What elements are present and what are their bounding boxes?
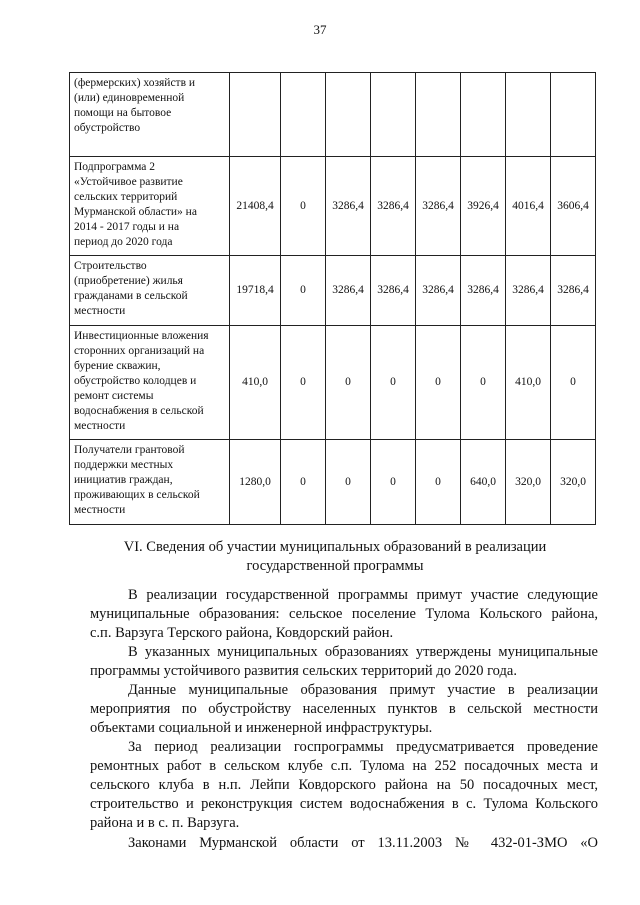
- section-title-line: VI. Сведения об участии муниципальных образований в реализации: [123, 539, 547, 555]
- funding-table: [69, 72, 596, 525]
- table-row: [70, 256, 596, 326]
- paragraph: [90, 834, 598, 853]
- table-cell: [506, 73, 551, 157]
- row-label-line: обустройство: [74, 122, 141, 134]
- table-cell: 0: [326, 326, 371, 440]
- row-label-line: обустройство колодцев и: [74, 375, 197, 387]
- paragraph-line: района и в с. п. Варзуга.: [90, 815, 240, 831]
- paragraph-line: строительство и реконструкция систем водоснабжения в с. Тулома Кольского: [90, 796, 598, 812]
- paragraph-line: В реализации государственной программы примут участие следующие: [128, 587, 598, 603]
- table-cell: 3286,4: [326, 157, 371, 256]
- table-cell: 3286,4: [326, 256, 371, 326]
- section-title-line: государственной программы: [246, 558, 424, 574]
- row-label-line: Мурманской области» на: [74, 206, 197, 218]
- row-label-line: местности: [74, 305, 126, 317]
- paragraph-line: муниципальные образования: сельское поселение Тулома Кольского района,: [90, 606, 598, 622]
- table-cell: 0: [281, 256, 326, 326]
- table-cell: [416, 73, 461, 157]
- row-label-line: водоснабжения в сельской: [74, 405, 204, 417]
- row-label-line: бурение скважин,: [74, 360, 161, 372]
- table-cell: 0: [326, 440, 371, 525]
- table-row: [70, 440, 596, 525]
- table-cell: 320,0: [506, 440, 551, 525]
- row-label-line: Инвестиционные вложения: [74, 330, 209, 342]
- table-cell: 3606,4: [551, 157, 596, 256]
- table-cell: 0: [371, 326, 416, 440]
- row-label-line: период до 2020 года: [74, 236, 173, 248]
- table-cell: 1280,0: [230, 440, 281, 525]
- row-label-line: «Устойчивое развитие: [74, 176, 183, 188]
- row-label-line: инициатив граждан,: [74, 474, 173, 486]
- table-cell: 0: [281, 326, 326, 440]
- table-cell: 0: [371, 440, 416, 525]
- table-cell: 0: [281, 440, 326, 525]
- table-cell: 19718,4: [230, 256, 281, 326]
- table-cell: 3286,4: [371, 157, 416, 256]
- table-cell: 410,0: [506, 326, 551, 440]
- row-label-line: (приобретение) жилья: [74, 275, 183, 287]
- row-label-line: ремонт системы: [74, 390, 154, 402]
- table-cell: 3286,4: [416, 157, 461, 256]
- paragraph-line: мероприятия по обустройству населенных пунктов в сельской местности: [90, 701, 598, 717]
- row-label: [70, 326, 230, 440]
- row-label-line: проживающих в сельской: [74, 489, 200, 501]
- paragraph-line: В указанных муниципальных образованиях утверждены муниципальные: [128, 644, 598, 660]
- row-label-line: (или) единовременной: [74, 92, 185, 104]
- row-label-line: сельских территорий: [74, 191, 178, 203]
- paragraph-line: программы устойчивого развития сельских территорий до 2020 года.: [90, 663, 517, 679]
- row-label-line: Строительство: [74, 260, 147, 272]
- section-title: [90, 538, 580, 576]
- table-cell: 21408,4: [230, 157, 281, 256]
- table-cell: 3926,4: [461, 157, 506, 256]
- table-cell: 0: [461, 326, 506, 440]
- page-number: 37: [313, 22, 327, 37]
- row-label-line: помощи на бытовое: [74, 107, 172, 119]
- paragraph: [90, 586, 598, 643]
- paragraph-line: объектами социальной и инженерной инфраструктуры.: [90, 720, 433, 736]
- paragraph-line: ремонтных работ в сельском клубе с.п. Тулома на 252 посадочных места и: [90, 758, 598, 774]
- row-label-line: сторонних организаций на: [74, 345, 205, 357]
- table-cell: 0: [416, 440, 461, 525]
- row-label-line: местности: [74, 504, 126, 516]
- paragraph-line: с.п. Варзуга Терского района, Ковдорский район.: [90, 625, 394, 641]
- row-label: [70, 256, 230, 326]
- table-cell: [551, 73, 596, 157]
- paragraph-line: сельского клуба в н.п. Лейпи Ковдорского района на 50 посадочных мест,: [90, 777, 598, 793]
- row-label-line: (фермерских) хозяйств и: [74, 77, 196, 89]
- paragraph-line: За период реализации госпрограммы предусматривается проведение: [128, 739, 598, 755]
- table-cell: 0: [416, 326, 461, 440]
- table-cell: 3286,4: [506, 256, 551, 326]
- paragraph: [90, 643, 598, 681]
- paragraph: [90, 681, 598, 738]
- table-row: [70, 326, 596, 440]
- row-label-line: местности: [74, 420, 126, 432]
- table-cell: [371, 73, 416, 157]
- table-cell: 320,0: [551, 440, 596, 525]
- table-cell: [326, 73, 371, 157]
- table-cell: [230, 73, 281, 157]
- paragraph-line: Законами Мурманской области от 13.11.2003 № 432-01-ЗМО «О: [128, 835, 598, 851]
- table-cell: 0: [281, 157, 326, 256]
- table-cell: 4016,4: [506, 157, 551, 256]
- row-label-line: гражданами в сельской: [74, 290, 188, 302]
- table-cell: 410,0: [230, 326, 281, 440]
- table-cell: 3286,4: [371, 256, 416, 326]
- row-label: [70, 73, 230, 157]
- row-label-line: Получатели грантовой: [74, 444, 185, 456]
- table-cell: 0: [551, 326, 596, 440]
- table-cell: 3286,4: [551, 256, 596, 326]
- table-cell: [281, 73, 326, 157]
- table-cell: 3286,4: [461, 256, 506, 326]
- row-label: [70, 157, 230, 256]
- table-cell: 640,0: [461, 440, 506, 525]
- row-label-line: 2014 - 2017 годы и на: [74, 221, 180, 233]
- row-label-line: Подпрограмма 2: [74, 161, 156, 173]
- table-cell: 3286,4: [416, 256, 461, 326]
- table-row: [70, 157, 596, 256]
- table-row: [70, 73, 596, 157]
- row-label: [70, 440, 230, 525]
- row-label-line: поддержки местных: [74, 459, 174, 471]
- paragraph-line: Данные муниципальные образования примут участие в реализации: [128, 682, 598, 698]
- paragraph: [90, 738, 598, 833]
- table-cell: [461, 73, 506, 157]
